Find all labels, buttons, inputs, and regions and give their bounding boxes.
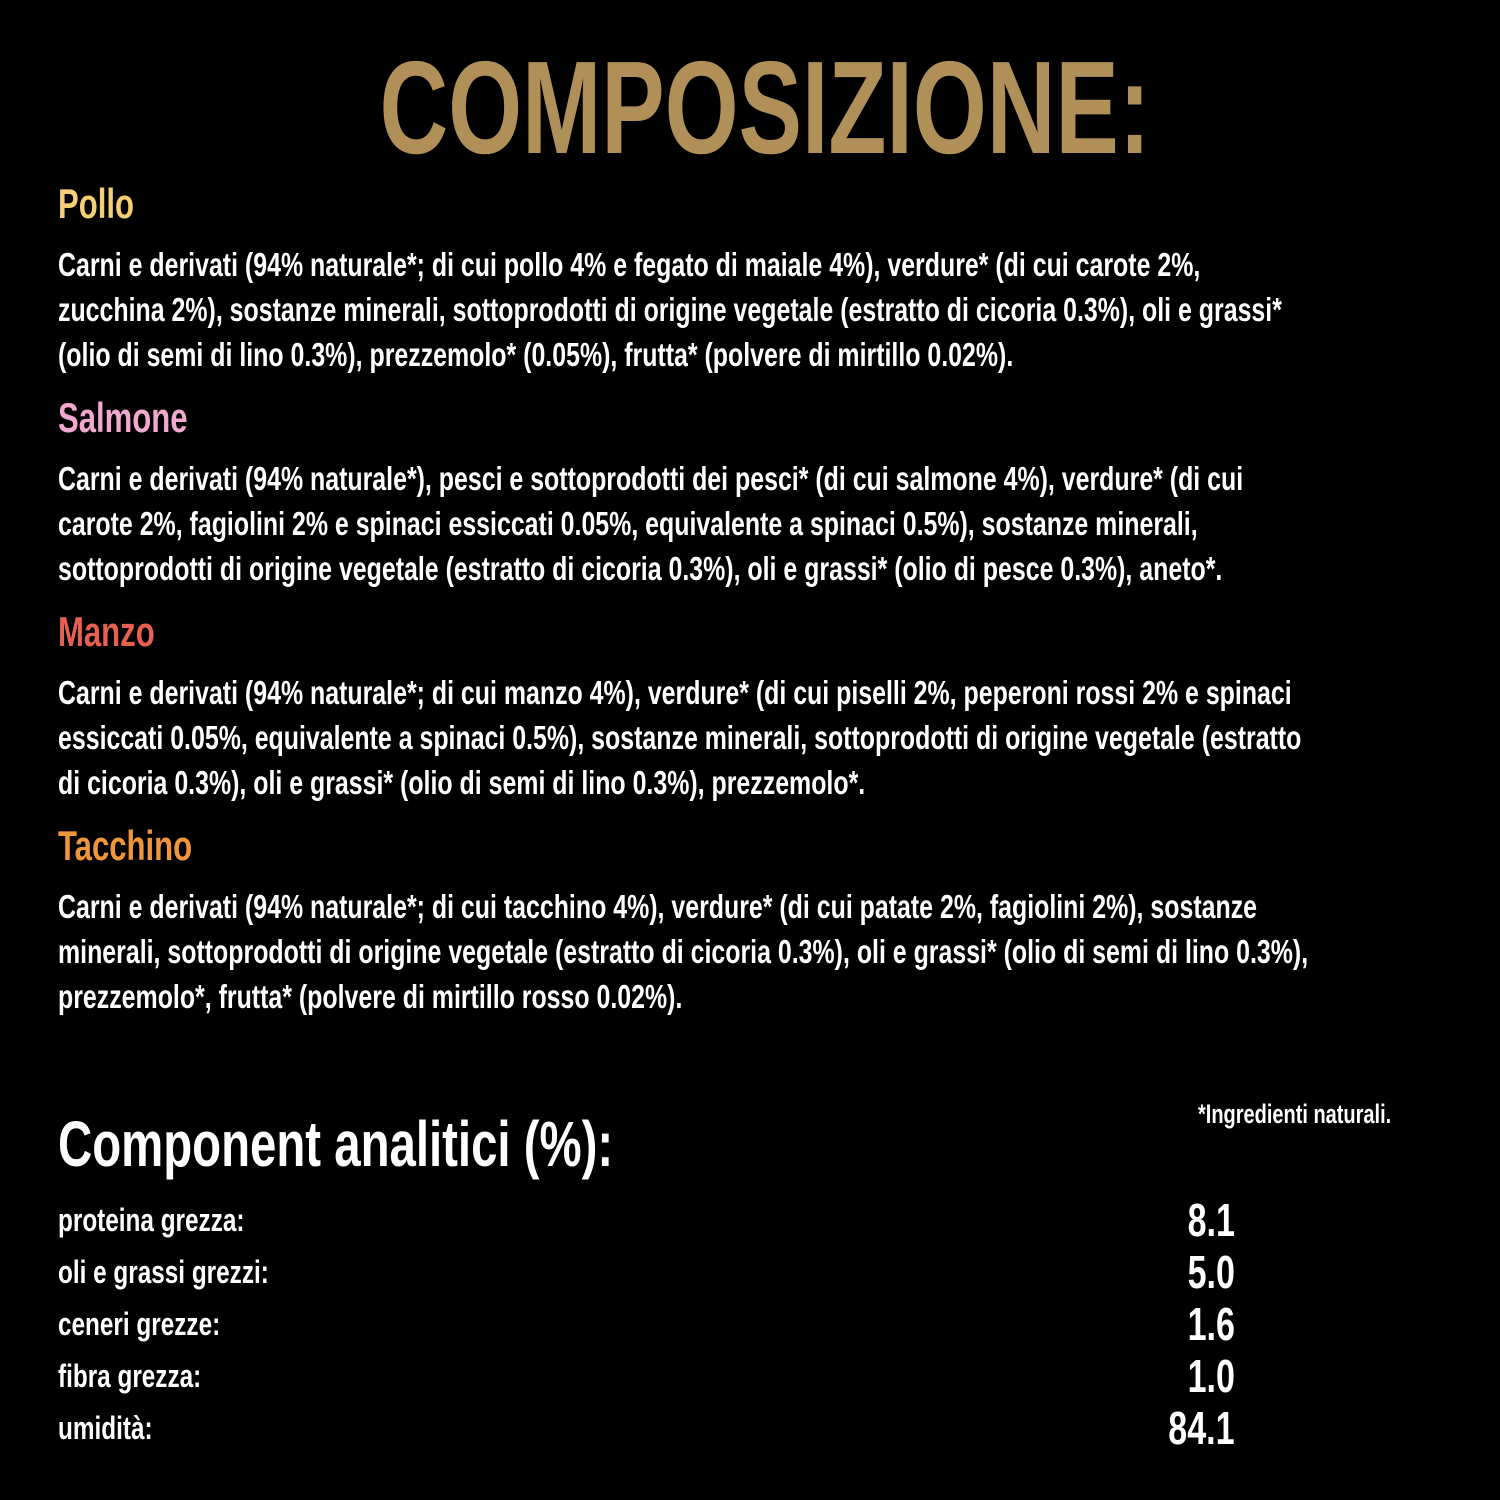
nutrient-label: oli e grassi grezzi: xyxy=(58,1254,269,1290)
section-body-tacchino xyxy=(58,884,1308,1019)
nutrient-value: 8.1 xyxy=(1187,1194,1235,1246)
nutrient-value: 1.0 xyxy=(1187,1350,1235,1402)
section-title-tacchino: Tacchino xyxy=(58,822,193,869)
section-line: sottoprodotti di origine vegetale (estratto di cicoria 0.3%), oli e grassi* (olio di pesce 0.3%), aneto*. xyxy=(58,550,1223,587)
section-title-salmone: Salmone xyxy=(58,394,188,441)
footnote: *Ingredienti naturali. xyxy=(1198,1099,1392,1129)
page-title: COMPOSIZIONE: xyxy=(379,34,1151,181)
nutrient-row-fiber xyxy=(0,1350,1500,1408)
section-line: Carni e derivati (94% naturale*; di cui manzo 4%), verdure* (di cui piselli 2%, peperoni rossi 2% e spinaci xyxy=(58,674,1292,711)
section-line: di cicoria 0.3%), oli e grassi* (olio di semi di lino 0.3%), prezzemolo*. xyxy=(58,764,866,801)
nutrient-row-moisture xyxy=(0,1402,1500,1460)
analytic-title: Component analitici (%): xyxy=(58,1108,614,1180)
section-line: Carni e derivati (94% naturale*; di cui tacchino 4%), verdure* (di cui patate 2%, fagiolini 2%), sostanze xyxy=(58,888,1258,925)
section-body-manzo xyxy=(58,670,1301,805)
nutrient-label: proteina grezza: xyxy=(58,1202,245,1238)
section-body-salmone xyxy=(58,456,1243,591)
nutrient-value: 5.0 xyxy=(1187,1246,1235,1298)
nutrient-row-ash xyxy=(0,1298,1500,1356)
nutrient-label: ceneri grezze: xyxy=(58,1306,221,1342)
nutrient-row-protein xyxy=(0,1194,1500,1252)
nutrient-row-fat xyxy=(0,1246,1500,1304)
section-line: (olio di semi di lino 0.3%), prezzemolo* (0.05%), frutta* (polvere di mirtillo 0.02%). xyxy=(58,336,1014,373)
section-line: Carni e derivati (94% naturale*), pesci e sottoprodotti dei pesci* (di cui salmone 4%), verdure* (di cui xyxy=(58,460,1244,497)
nutrient-value: 84.1 xyxy=(1168,1402,1235,1454)
nutrient-value: 1.6 xyxy=(1187,1298,1235,1350)
section-body-pollo xyxy=(58,242,1282,377)
section-title-manzo: Manzo xyxy=(58,608,155,655)
section-title-pollo: Pollo xyxy=(58,180,134,227)
nutrient-label: umidità: xyxy=(58,1410,153,1446)
section-line: carote 2%, fagiolini 2% e spinaci essiccati 0.05%, equivalente a spinaci 0.5%), sostanze minerali, xyxy=(58,505,1198,542)
section-line: prezzemolo*, frutta* (polvere di mirtillo rosso 0.02%). xyxy=(58,978,683,1015)
section-line: minerali, sottoprodotti di origine vegetale (estratto di cicoria 0.3%), oli e grassi* (olio di semi di lino 0.3%), xyxy=(58,933,1309,970)
section-line: Carni e derivati (94% naturale*; di cui pollo 4% e fegato di maiale 4%), verdure* (di cui carote 2%, xyxy=(58,246,1201,283)
nutrient-label: fibra grezza: xyxy=(58,1358,202,1394)
section-line: essiccati 0.05%, equivalente a spinaci 0.5%), sostanze minerali, sottoprodotti di origine vegetale (estratto xyxy=(58,719,1302,756)
section-line: zucchina 2%), sostanze minerali, sottoprodotti di origine vegetale (estratto di cicoria 0.3%), oli e grassi* xyxy=(58,291,1282,328)
